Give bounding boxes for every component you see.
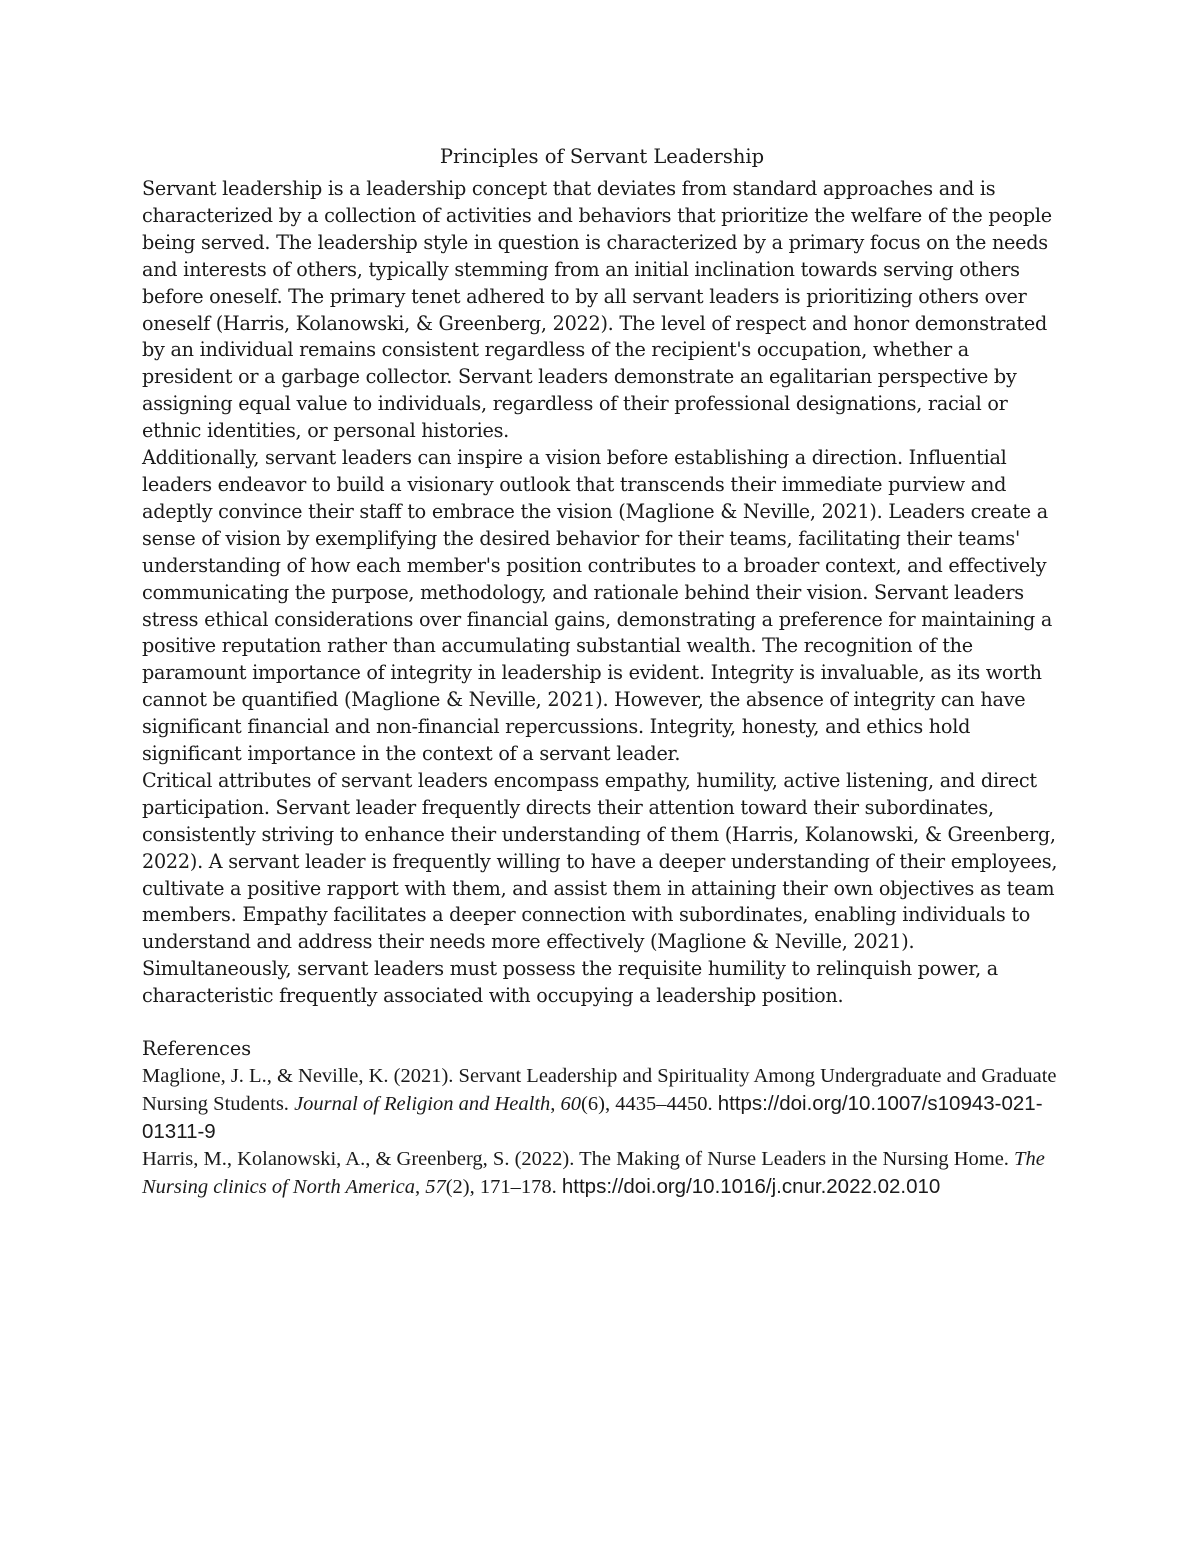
- reference-entry-2: [142, 1146, 1062, 1201]
- reference-1-issue-pages: (6), 4435–4450.: [581, 1093, 718, 1115]
- reference-1-journal: Journal of Religion and Health: [294, 1093, 551, 1115]
- body-paragraph-2: Additionally, servant leaders can inspire a vision before establishing a direction. Influential leaders endeavor to build a visionary outlook that transcends their immediate purview and adeptly convince their staff to embrace the vision (Maglione & Neville, 2021). Leaders create a sense of vision by exemplifying the desired behavior for their teams, facilitating their teams' understanding of how each member's position contributes to a broader context, and effectively communicating the purpose, methodology, and rationale behind their vision. Servant leaders stress ethical considerations over financial gains, demonstrating a preference for maintaining a positive reputation rather than accumulating substantial wealth. The recognition of the paramount importance of integrity in leadership is evident. Integrity is invaluable, as its worth cannot be quantified (Maglione & Neville, 2021). However, the absence of integrity can have significant financial and non-financial repercussions. Integrity, honesty, and ethics hold significant importance in the context of a servant leader.: [142, 446, 1053, 766]
- reference-2-doi-link[interactable]: https://doi.org/10.1016/j.cnur.2022.02.010: [561, 1175, 941, 1198]
- body-paragraph-1: Servant leadership is a leadership concept that deviates from standard approaches and is characterized by a collection of activities and behaviors that prioritize the welfare of the people being served. The leadership style in question is characterized by a primary focus on the needs and interests of others, typically stemming from an initial inclination towards serving others before oneself. The primary tenet adhered to by all servant leaders is prioritizing others over oneself (Harris, Kolanowski, & Greenberg, 2022). The level of respect and honor demonstrated by an individual remains consistent regardless of the recipient's occupation, whether a president or a garbage collector. Servant leaders demonstrate an egalitarian perspective by assigning equal value to individuals, regardless of their professional designations, racial or ethnic identities, or personal histories.: [142, 177, 1052, 443]
- document-title: Principles of Servant Leadership: [439, 145, 765, 168]
- reference-1-doi-link[interactable]: https://doi.org/10.1007/s10943-021-01311-9: [142, 1092, 1043, 1143]
- reference-1-authors-title: Maglione, J. L., & Neville, K. (2021). Servant Leadership and Spirituality Among Undergraduate and Graduate Nursing Students.: [142, 1065, 1057, 1115]
- body-paragraph-3: Critical attributes of servant leaders encompass empathy, humility, active listening, and direct participation. Servant leader frequently directs their attention toward their subordinates, consistently striving to enhance their understanding of them (Harris, Kolanowski, & Greenberg, 2022). A servant leader is frequently willing to have a deeper understanding of their employees, cultivate a positive rapport with them, and assist them in attaining their own objectives as team members. Empathy facilitates a deeper connection with subordinates, enabling individuals to understand and address their needs more effectively (Maglione & Neville, 2021). Simultaneously, servant leaders must possess the requisite humility to relinquish power, a characteristic frequently associated with occupying a leadership position.: [142, 768, 1058, 1008]
- reference-2-journal: The Nursing clinics of North America: [142, 1148, 1045, 1198]
- reference-2-volume: 57: [425, 1176, 446, 1198]
- references-heading: References: [142, 1037, 252, 1061]
- references-section: [142, 1036, 1062, 1201]
- reference-1-volume: 60: [560, 1093, 582, 1115]
- reference-2-authors-title: Harris, M., Kolanowski, A., & Greenberg, S. (2022). The Making of Nurse Leaders in the Nursing Home.: [142, 1148, 1015, 1170]
- reference-2-separator: ,: [414, 1176, 426, 1198]
- document-page: [142, 142, 1062, 1201]
- reference-2-issue-pages: (2), 171–178.: [445, 1176, 562, 1198]
- reference-1-separator: ,: [550, 1093, 561, 1115]
- reference-entry-1: [142, 1063, 1062, 1146]
